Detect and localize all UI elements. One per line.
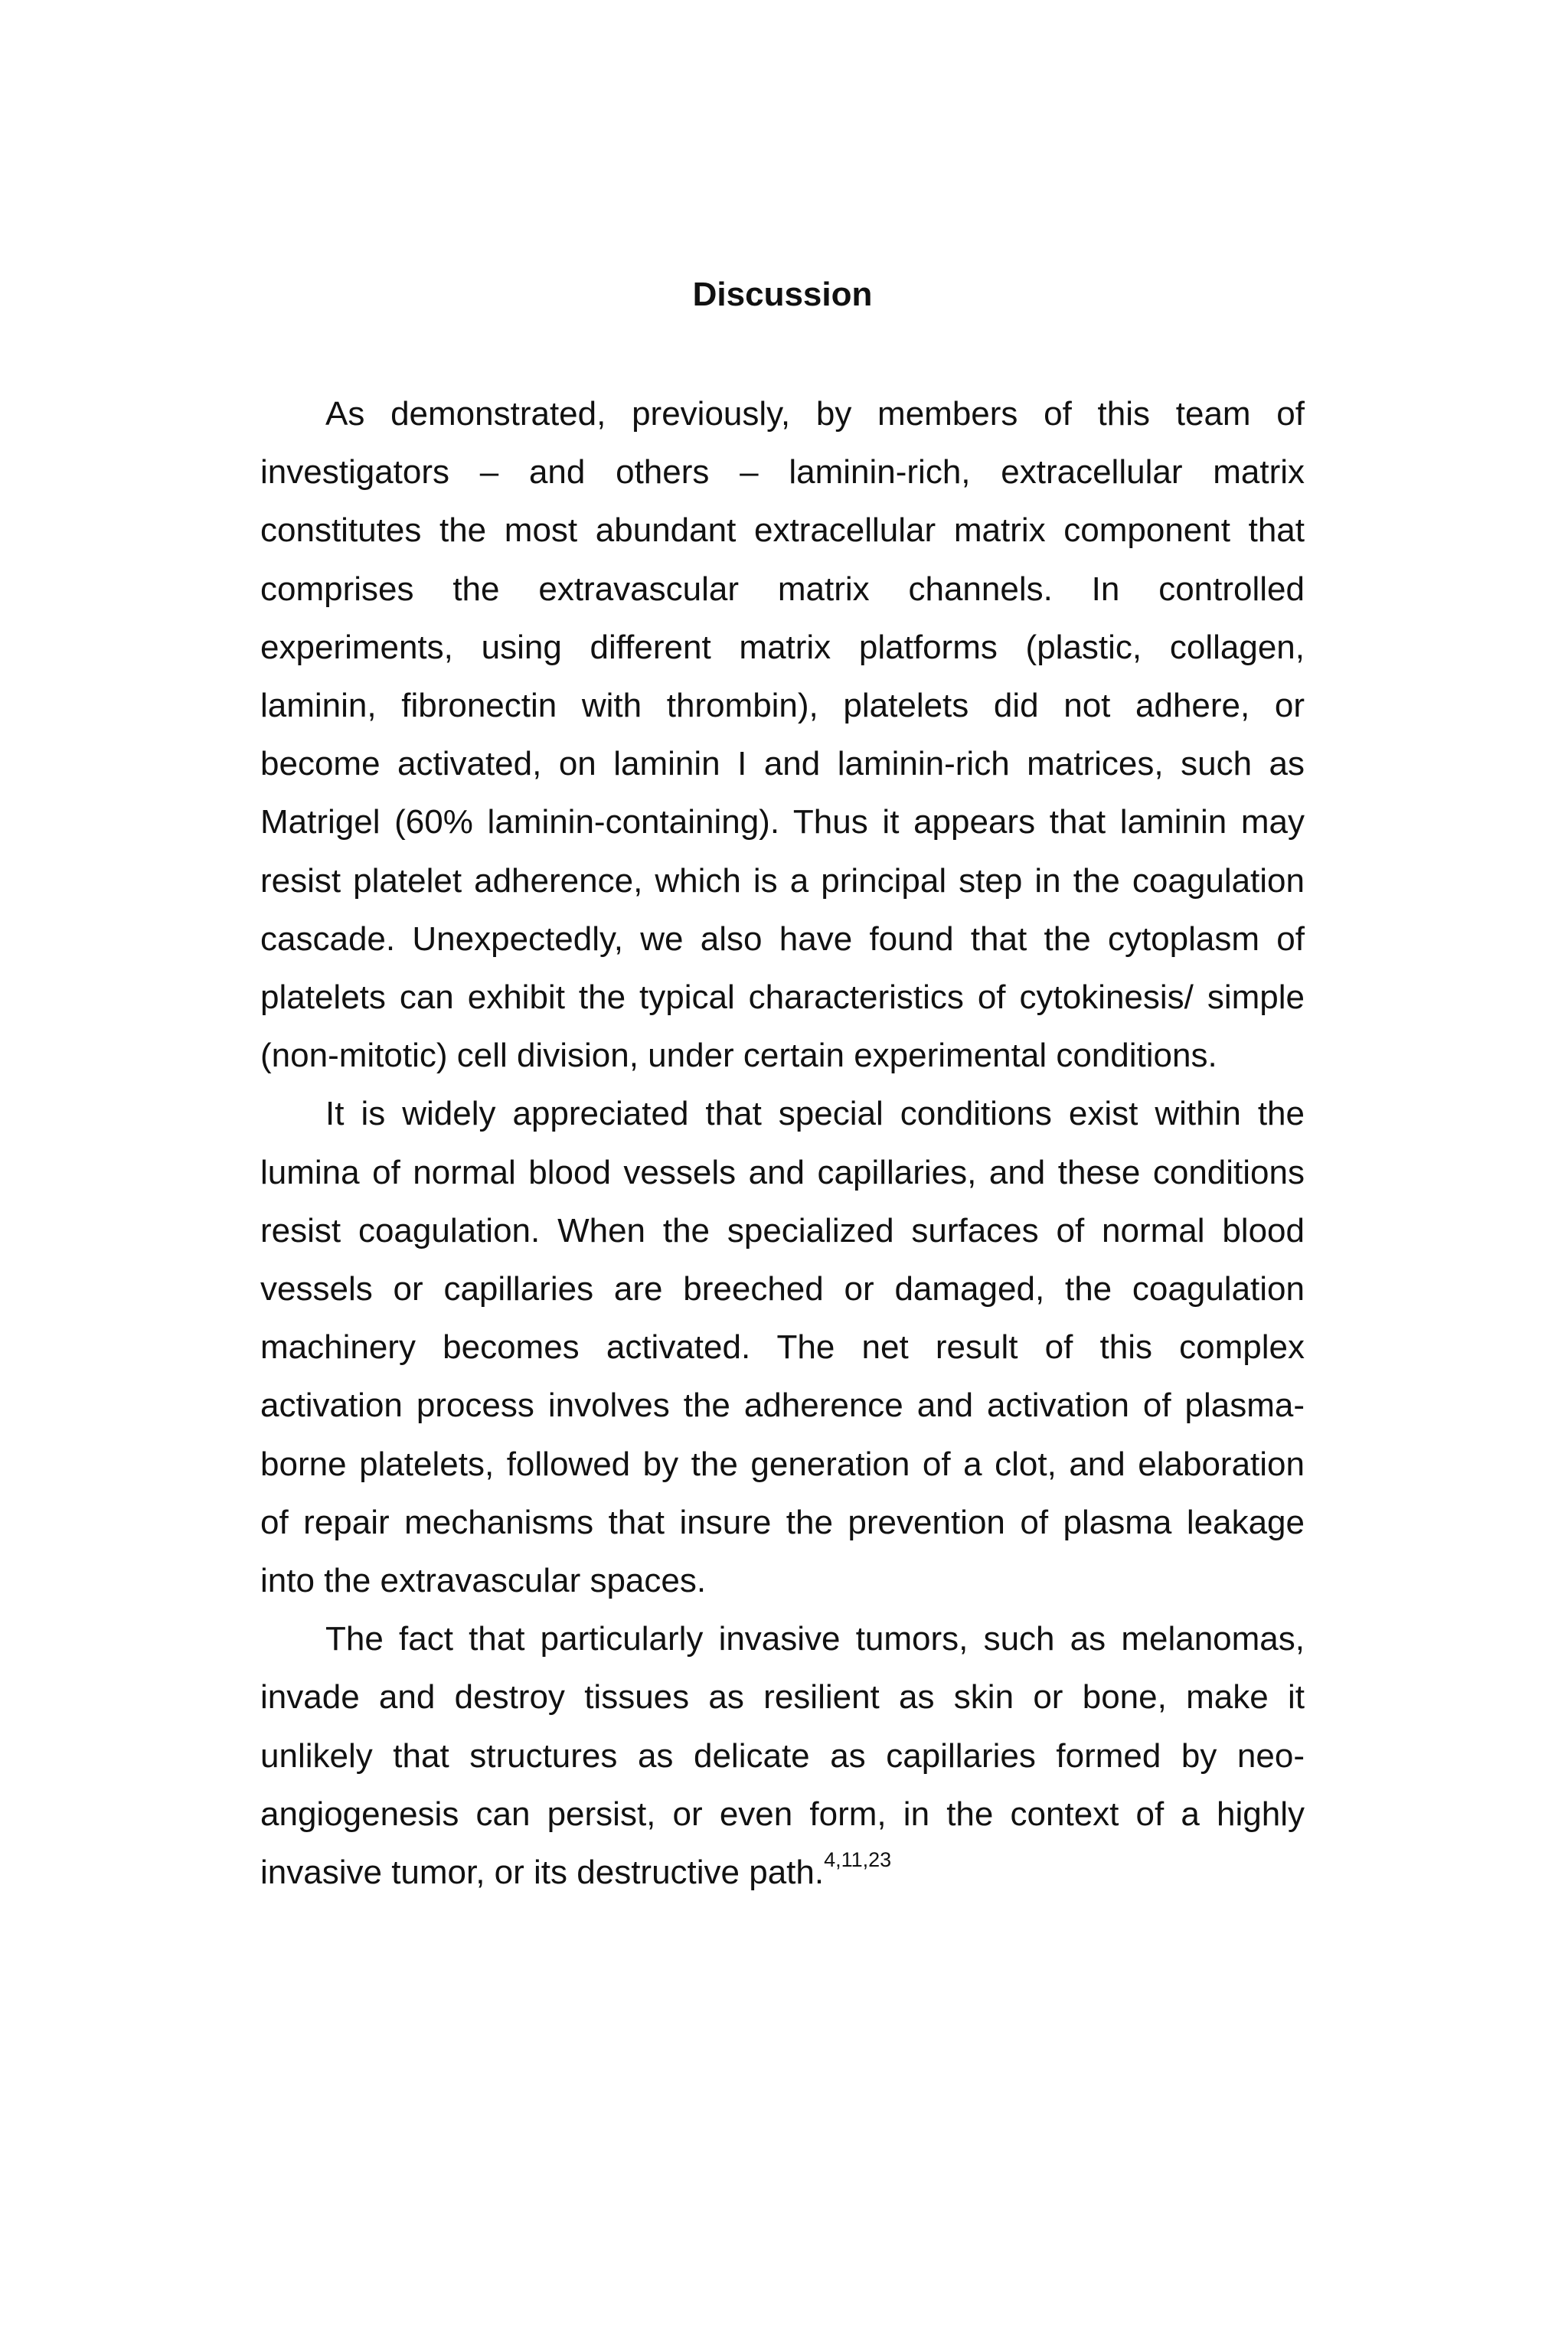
discussion-body	[260, 385, 1305, 1902]
section-heading: Discussion	[692, 276, 873, 313]
paragraph-3-text: The fact that particularly invasive tumors, such as melanomas, invade and destroy tissues as resilient as skin or bone, make it unlikely that structures as delicate as capillaries formed by neo-angiogenesis can persist, or even form, in the context of a highly invasive tumor, or its destructive path.	[260, 1620, 1305, 1892]
paragraph-3	[260, 1610, 1305, 1902]
citation-superscript: 4,11,23	[824, 1848, 892, 1872]
paragraph-1: As demonstrated, previously, by members of this team of investigators – and others – laminin-rich, extracellular matrix constitutes the most abundant extracellular matrix component that comprises the extravascular matrix channels. In controlled experiments, using different matrix platforms (plastic, collagen, laminin, fibronectin with thrombin), platelets did not adhere, or become activated, on laminin I and laminin-rich matrices, such as Matrigel (60% laminin-containing). Thus it appears that laminin may resist platelet adherence, which is a principal step in the coagulation cascade. Unexpectedly, we also have found that the cytoplasm of platelets can exhibit the typical characteristics of cytokinesis/ simple (non-mitotic) cell division, under certain experimental conditions.	[260, 395, 1305, 1075]
paragraph-2: It is widely appreciated that special conditions exist within the lumina of normal blood vessels and capillaries, and these conditions resist coagulation. When the specialized surfaces of normal blood vessels or capillaries are breeched or damaged, the coagulation machinery becomes activated. The net result of this complex activation process involves the adherence and activation of plasma-borne platelets, followed by the generation of a clot, and elaboration of repair mechanisms that insure the prevention of plasma leakage into the extravascular spaces.	[260, 1095, 1305, 1600]
